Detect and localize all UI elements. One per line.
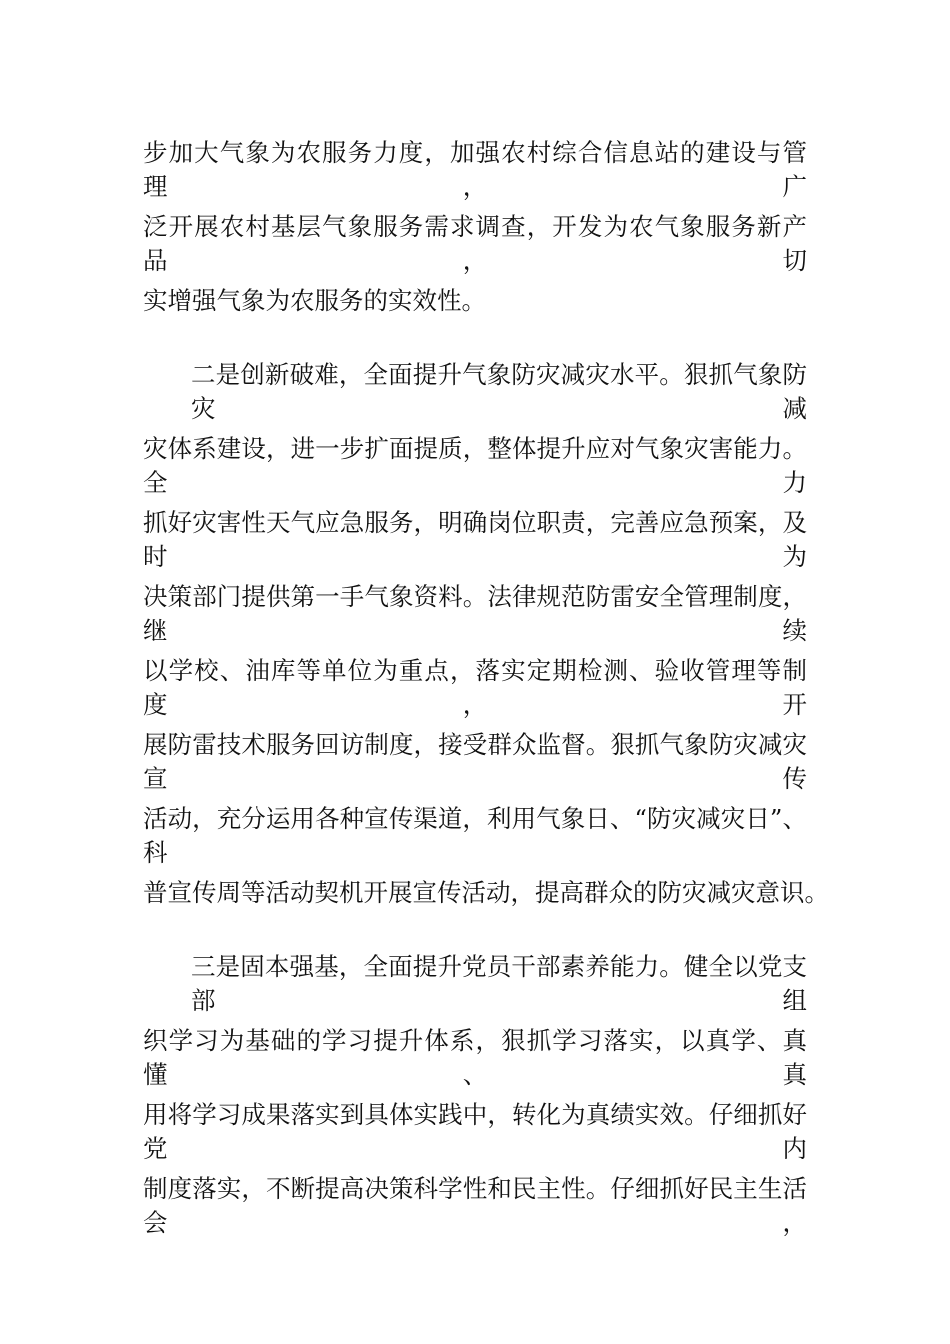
paragraph-line: 抓好灾害性天气应急服务，明确岗位职责，完善应急预案，及时为 — [143, 508, 807, 571]
paragraph-line: 实增强气象为农服务的实效性。 — [143, 286, 486, 315]
paragraph-line: 决策部门提供第一手气象资料。法律规范防雷安全管理制度，继续 — [143, 582, 807, 645]
paragraph-line: 制度落实，不断提高决策科学性和民主性。仔细抓好民主生活会， — [143, 1174, 807, 1237]
paragraph-line: 灾体系建设，进一步扩面提质，整体提升应对气象灾害能力。全力 — [143, 434, 807, 497]
paragraph-line: 二是创新破难，全面提升气象防灾减灾水平。狠抓气象防灾减 — [191, 360, 807, 423]
paragraph-line: 普宣传周等活动契机开展宣传活动，提高群众的防灾减灾意识。 — [143, 878, 829, 907]
paragraph-line: 三是固本强基，全面提升党员干部素养能力。健全以党支部组 — [191, 952, 807, 1015]
paragraph-line: 用将学习成果落实到具体实践中，转化为真绩实效。仔细抓好党内 — [143, 1100, 807, 1163]
paragraph-line: 泛开展农村基层气象服务需求调查，开发为农气象服务新产品，切 — [143, 212, 807, 275]
paragraph-line: 展防雷技术服务回访制度，接受群众监督。狠抓气象防灾减灾宣传 — [143, 730, 807, 793]
paragraph-line: 织学习为基础的学习提升体系，狠抓学习落实，以真学、真懂、真 — [143, 1026, 807, 1089]
paragraph-line: 以学校、油库等单位为重点，落实定期检测、验收管理等制度，开 — [143, 656, 807, 719]
paragraph-line: 步加大气象为农服务力度，加强农村综合信息站的建设与管理，广 — [143, 138, 807, 201]
paragraph-line: 活动，充分运用各种宣传渠道，利用气象日、“防灾减灾日”、科 — [143, 804, 807, 867]
